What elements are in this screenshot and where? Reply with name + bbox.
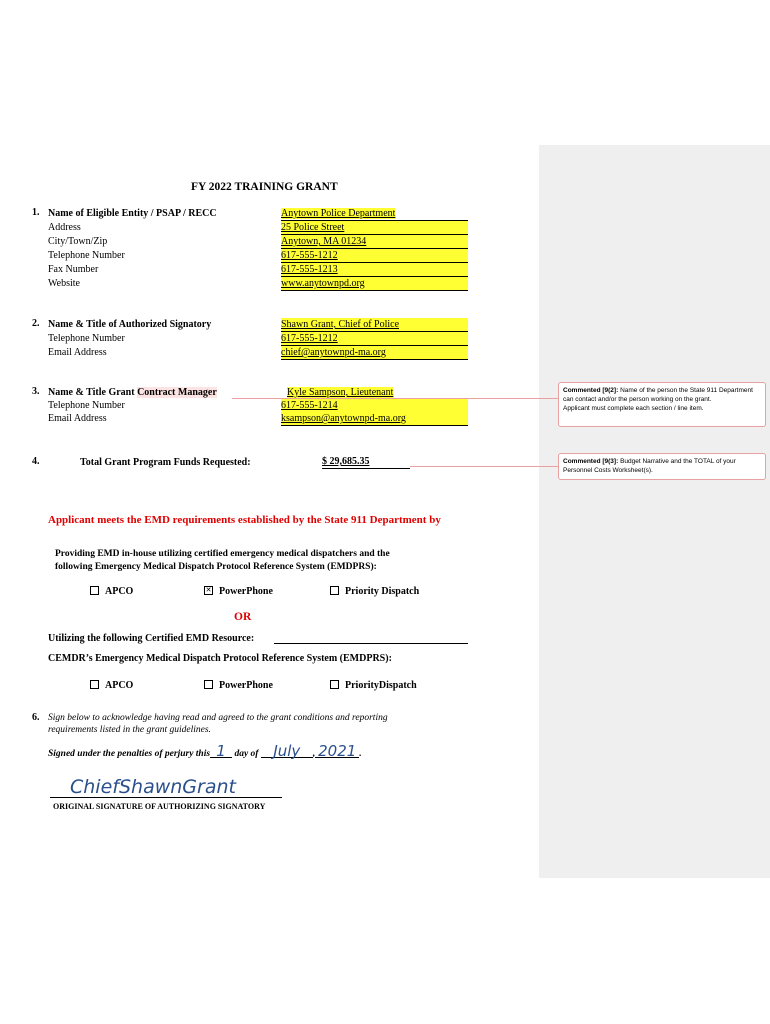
option-priority-dispatch-1-label: Priority Dispatch: [345, 586, 420, 597]
checkbox-powerphone-1[interactable]: ✕: [205, 586, 212, 595]
comment-connector-2: [410, 466, 558, 467]
section-6-number: 6.: [32, 712, 40, 723]
checkbox-powerphone-2[interactable]: [204, 680, 213, 689]
comment-bubble-2[interactable]: [558, 453, 766, 480]
section-2-number: 2.: [32, 318, 40, 329]
signatory-email-value: chief@anytownpd-ma.org: [281, 347, 386, 358]
website-label: Website: [48, 278, 80, 289]
handwritten-signature: ChiefShawnGrant: [70, 776, 236, 798]
checkbox-priority-dispatch-1[interactable]: [330, 586, 339, 595]
address-value: 25 Police Street: [281, 222, 345, 233]
city-field[interactable]: [281, 235, 468, 249]
comment-bubble-1[interactable]: [558, 382, 766, 427]
manager-email-field[interactable]: [281, 412, 468, 426]
year-field[interactable]: 2021: [315, 745, 359, 758]
day-field[interactable]: 1: [210, 745, 232, 758]
entity-label: Name of Eligible Entity / PSAP / RECC: [48, 208, 217, 219]
emd-inhouse-line-2: following Emergency Medical Dispatch Protocol Reference System (EMDPRS):: [55, 562, 377, 572]
telephone-label: Telephone Number: [48, 250, 125, 261]
emd-resource-field[interactable]: [274, 631, 468, 644]
contract-manager-label-prefix: Name & Title Grant: [48, 387, 138, 398]
option-apco-1-label: APCO: [105, 586, 134, 597]
signatory-telephone-field[interactable]: [281, 332, 468, 346]
option-apco-1[interactable]: [90, 586, 133, 597]
section-4-number: 4.: [32, 456, 40, 467]
checkbox-apco-1[interactable]: [90, 586, 99, 595]
city-value: Anytown, MA 01234: [281, 236, 367, 247]
signature-line[interactable]: [50, 797, 282, 798]
address-label: Address: [48, 222, 81, 233]
cemdr-label: CEMDR’s Emergency Medical Dispatch Protocol Reference System (EMDPRS):: [48, 653, 392, 664]
signed-line: [48, 742, 362, 760]
entity-value: Anytown Police Department: [281, 208, 396, 219]
signatory-field[interactable]: [281, 318, 468, 332]
comment-2-author: Commented [9(3]:: [563, 458, 619, 465]
comments-pane: [539, 145, 770, 878]
manager-email-label: Email Address: [48, 413, 107, 424]
signatory-label: Name & Title of Authorized Signatory: [48, 319, 212, 330]
manager-value: Kyle Sampson, Lieutenant: [287, 387, 394, 398]
month-field[interactable]: July: [261, 745, 313, 758]
comment-1-text: Name of the person the State 911 Department can contact and/or the person working on the grant.: [563, 387, 753, 403]
manager-telephone-field[interactable]: [281, 399, 468, 413]
fax-value: 617-555-1213: [281, 264, 338, 275]
day-of-text: day of: [234, 749, 259, 759]
option-priority-dispatch-1[interactable]: [330, 586, 419, 597]
contract-manager-label: [48, 387, 217, 398]
signatory-value: Shawn Grant, Chief of Police: [281, 319, 400, 330]
option-apco-2-label: APCO: [105, 680, 134, 691]
manager-telephone-value: 617-555-1214: [281, 400, 338, 411]
comment-1-author: Commented [9(2]:: [563, 387, 619, 394]
contract-manager-label-highlight: Contract Manager: [137, 387, 217, 398]
option-powerphone-2[interactable]: [204, 680, 273, 691]
signatory-email-field[interactable]: [281, 346, 468, 360]
emd-heading: Applicant meets the EMD requirements established by the State 911 Department by: [48, 514, 441, 526]
website-field[interactable]: [281, 277, 468, 291]
signed-prefix: Signed under the penalties of perjury this: [48, 749, 211, 759]
comment-1-text-2: Applicant must complete each section / line item.: [563, 405, 704, 412]
option-powerphone-1-label: PowerPhone: [219, 586, 273, 597]
emd-resource-label: Utilizing the following Certified EMD Resource:: [48, 633, 255, 644]
website-value: www.anytownpd.org: [281, 278, 365, 289]
signatory-email-label: Email Address: [48, 347, 107, 358]
signatory-telephone-value: 617-555-1212: [281, 333, 338, 344]
acknowledge-line-1: Sign below to acknowledge having read and agreed to the grant conditions and reporting: [48, 713, 388, 723]
checkbox-apco-2[interactable]: [90, 680, 99, 689]
total-funds-field[interactable]: [322, 456, 410, 469]
comment-connector-1: [232, 398, 558, 399]
date-comma: ,: [312, 749, 316, 759]
total-funds-value: $ 29,685.35: [322, 456, 370, 467]
section-3-number: 3.: [32, 386, 40, 397]
entity-field[interactable]: [281, 207, 468, 221]
address-field[interactable]: [281, 221, 468, 235]
option-apco-2[interactable]: [90, 680, 133, 691]
city-label: City/Town/Zip: [48, 236, 108, 247]
fax-label: Fax Number: [48, 264, 99, 275]
telephone-value: 617-555-1212: [281, 250, 338, 261]
page-title: FY 2022 TRAINING GRANT: [191, 181, 338, 193]
manager-telephone-label: Telephone Number: [48, 400, 125, 411]
acknowledge-line-2: requirements listed in the grant guidelines.: [48, 725, 211, 735]
signatory-telephone-label: Telephone Number: [48, 333, 125, 344]
signature-caption: ORIGINAL SIGNATURE OF AUTHORIZING SIGNATORY: [53, 802, 266, 811]
option-powerphone-1[interactable]: [204, 586, 273, 597]
comment-2-text: Budget Narrative and the TOTAL of your Personnel Costs Worksheet(s).: [563, 458, 736, 474]
section-1-number: 1.: [32, 207, 40, 218]
checkbox-priority-dispatch-2[interactable]: [330, 680, 339, 689]
telephone-field[interactable]: [281, 249, 468, 263]
date-period: .: [359, 749, 362, 759]
manager-email-value: ksampson@anytownpd-ma.org: [281, 413, 406, 424]
or-separator: OR: [234, 611, 252, 623]
emd-inhouse-line-1: Providing EMD in-house utilizing certified emergency medical dispatchers and the: [55, 549, 390, 559]
option-priority-dispatch-2[interactable]: [330, 680, 417, 691]
total-funds-label: Total Grant Program Funds Requested:: [80, 457, 251, 468]
option-priority-dispatch-2-label: PriorityDispatch: [345, 680, 417, 691]
fax-field[interactable]: [281, 263, 468, 277]
option-powerphone-2-label: PowerPhone: [219, 680, 273, 691]
